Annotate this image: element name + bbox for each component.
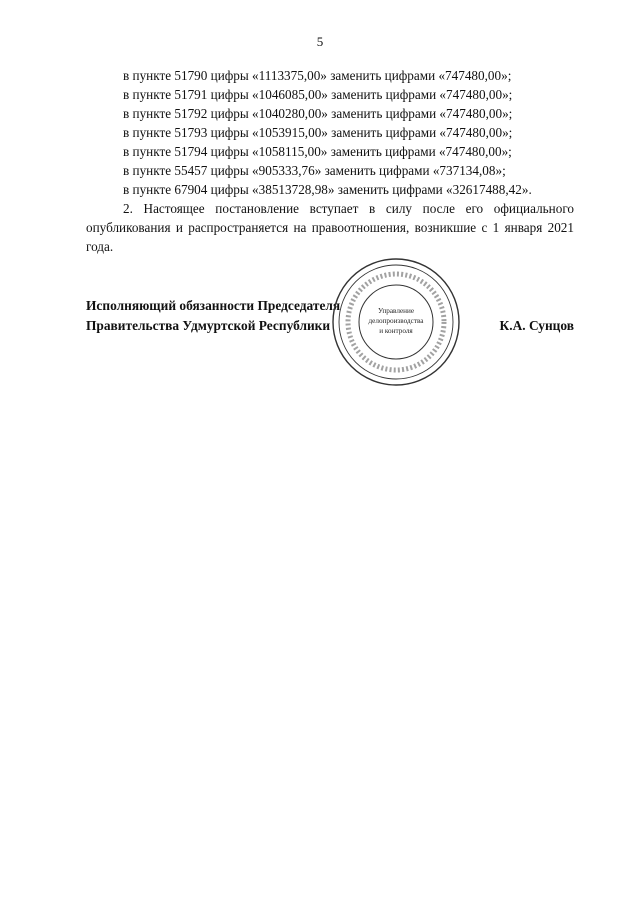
paragraph-2: 2. Настоящее постановление вступает в силу после его официального опубликования и распространяется на правоотношения, возникшие с 1 января 2021 года. bbox=[86, 201, 574, 254]
amendment-line: в пункте 51792 цифры «1040280,00» заменить цифрами «747480,00»; bbox=[123, 106, 513, 121]
amendment-line: в пункте 55457 цифры «905333,76» заменить цифрами «737134,08»; bbox=[123, 163, 506, 178]
official-stamp bbox=[330, 256, 462, 388]
stamp-text-line-3: и контроля bbox=[379, 327, 413, 335]
stamp-text-line-2: делопроизводства bbox=[368, 317, 424, 325]
amendment-line: в пункте 51794 цифры «1058115,00» заменить цифрами «747480,00»; bbox=[123, 144, 512, 159]
page-number: 5 bbox=[316, 34, 324, 49]
amendment-line: в пункте 51791 цифры «1046085,00» заменить цифрами «747480,00»; bbox=[123, 87, 513, 102]
stamp-text-line-1: Управление bbox=[377, 307, 415, 315]
amendment-line: в пункте 67904 цифры «38513728,98» заменить цифрами «32617488,42». bbox=[123, 182, 532, 197]
document-body bbox=[86, 66, 574, 256]
signatory-title-line-2: Правительства Удмуртской Республики bbox=[86, 318, 331, 333]
signatory-name: К.А. Сунцов bbox=[499, 318, 574, 333]
amendment-line: в пункте 51793 цифры «1053915,00» заменить цифрами «747480,00»; bbox=[123, 125, 513, 140]
amendment-line: в пункте 51790 цифры «1113375,00» заменить цифрами «747480,00»; bbox=[123, 68, 512, 83]
signatory-title-line-1: Исполняющий обязанности Председателя bbox=[86, 298, 341, 313]
